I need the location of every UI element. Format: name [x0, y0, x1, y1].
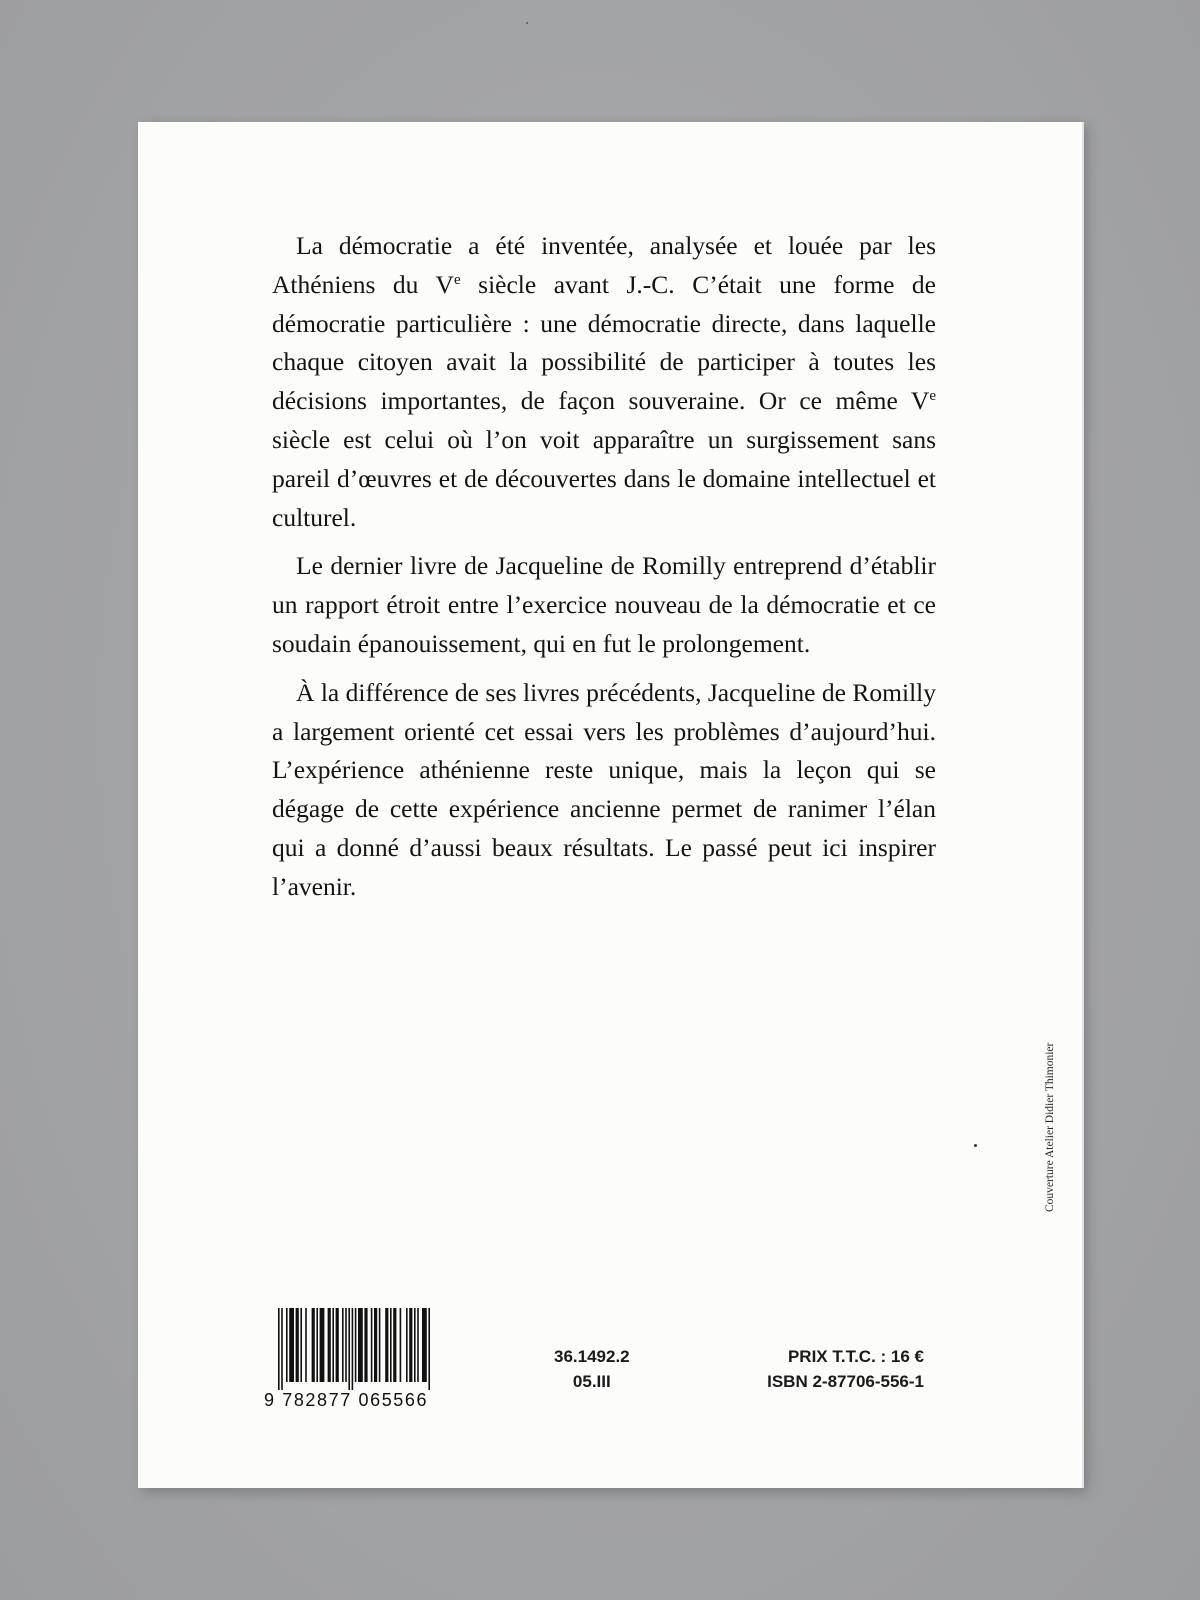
- barcode-bar: [312, 1308, 315, 1382]
- barcode-bar: [379, 1308, 381, 1382]
- blurb-paragraph-1-part-2: siècle avant J.-C. C’était une forme de démocratie particulière : une démocratie directe, dans laquelle chaque citoyen avait la possibilité de participer à toutes les décisions importantes, de façon souveraine. Or ce même V: [272, 269, 936, 416]
- book-back-cover: [138, 122, 1084, 1488]
- barcode-bar: [348, 1308, 350, 1390]
- barcode-bar: [342, 1308, 344, 1382]
- barcode-bar: [406, 1308, 408, 1382]
- back-cover-blurb: [272, 227, 936, 917]
- barcode-bar: [393, 1308, 396, 1382]
- catalog-subcode: 05.III: [572, 1372, 611, 1391]
- barcode-bar: [358, 1308, 363, 1382]
- barcode-bar: [320, 1308, 325, 1382]
- barcode-bars: [264, 1308, 486, 1390]
- blurb-paragraph-1: [272, 227, 936, 537]
- barcode-bar: [300, 1308, 302, 1382]
- barcode-bar: [305, 1308, 307, 1382]
- isbn-label: ISBN 2-87706-556-1: [767, 1372, 924, 1391]
- ean-barcode: [264, 1308, 486, 1416]
- barcode-bar: [316, 1308, 318, 1382]
- century-superscript-1: e: [453, 271, 461, 288]
- print-speck: [974, 1144, 977, 1147]
- barcode-bar: [390, 1308, 392, 1382]
- barcode-bar: [352, 1308, 354, 1390]
- barcode-bar: [409, 1308, 412, 1382]
- barcode-bar: [371, 1308, 373, 1382]
- blurb-paragraph-3: À la différence de ses livres précédents, Jacqueline de Romilly a largement orienté cet essai vers les problèmes d’aujourd’hui. L’expérience athénienne reste unique, mais la leçon qui se dégage de cette expérience ancienne permet de ranimer l’élan qui a donné d’aussi beaux résultats. Le passé peut ici inspirer l’avenir.: [272, 677, 936, 901]
- barcode-bar: [289, 1308, 294, 1382]
- barcode-bar: [417, 1308, 419, 1382]
- barcode-bar: [374, 1308, 377, 1382]
- barcode-bar: [296, 1308, 299, 1382]
- barcode-bar: [428, 1308, 430, 1390]
- barcode-bar: [355, 1308, 357, 1382]
- catalog-code: 36.1492.2: [554, 1347, 630, 1366]
- barcode-bar: [422, 1308, 427, 1382]
- barcode-bar: [328, 1308, 331, 1382]
- barcode-bar: [336, 1308, 339, 1382]
- catalog-codes: [554, 1344, 630, 1394]
- barcode-bar: [414, 1308, 416, 1382]
- price-label: PRIX T.T.C. : 16 €: [787, 1347, 924, 1366]
- barcode-number: 9 782877 065566: [264, 1390, 429, 1410]
- dust-speck: [526, 22, 528, 24]
- blurb-paragraph-1-part-1: La démocratie a été inventée, analysée et louée par les Athéniens du V: [272, 231, 936, 299]
- century-superscript-2: e: [929, 388, 936, 405]
- cover-credit: Couverture Atelier Didier Thimonier: [1044, 1042, 1056, 1212]
- barcode-bar: [345, 1308, 347, 1382]
- barcode-bar: [332, 1308, 334, 1382]
- blurb-paragraph-2: Le dernier livre de Jacqueline de Romilly entreprend d’établir un rapport étroit entre l’exercice nouveau de la démocratie et ce soudain épanouissement, qui en fut le prolongement.: [272, 551, 936, 658]
- barcode-bar: [400, 1308, 402, 1382]
- barcode-bar: [364, 1308, 367, 1382]
- barcode-bar: [278, 1308, 280, 1390]
- barcode-bar: [385, 1308, 388, 1382]
- barcode-bar: [281, 1308, 283, 1390]
- blurb-paragraph-1-part-3: siècle est celui où l’on voit apparaître un surgissement sans pareil d’œuvres et de découvertes dans le domaine intellectuel et culturel.: [272, 424, 936, 532]
- barcode-bar: [286, 1308, 288, 1382]
- price-block: [767, 1344, 924, 1394]
